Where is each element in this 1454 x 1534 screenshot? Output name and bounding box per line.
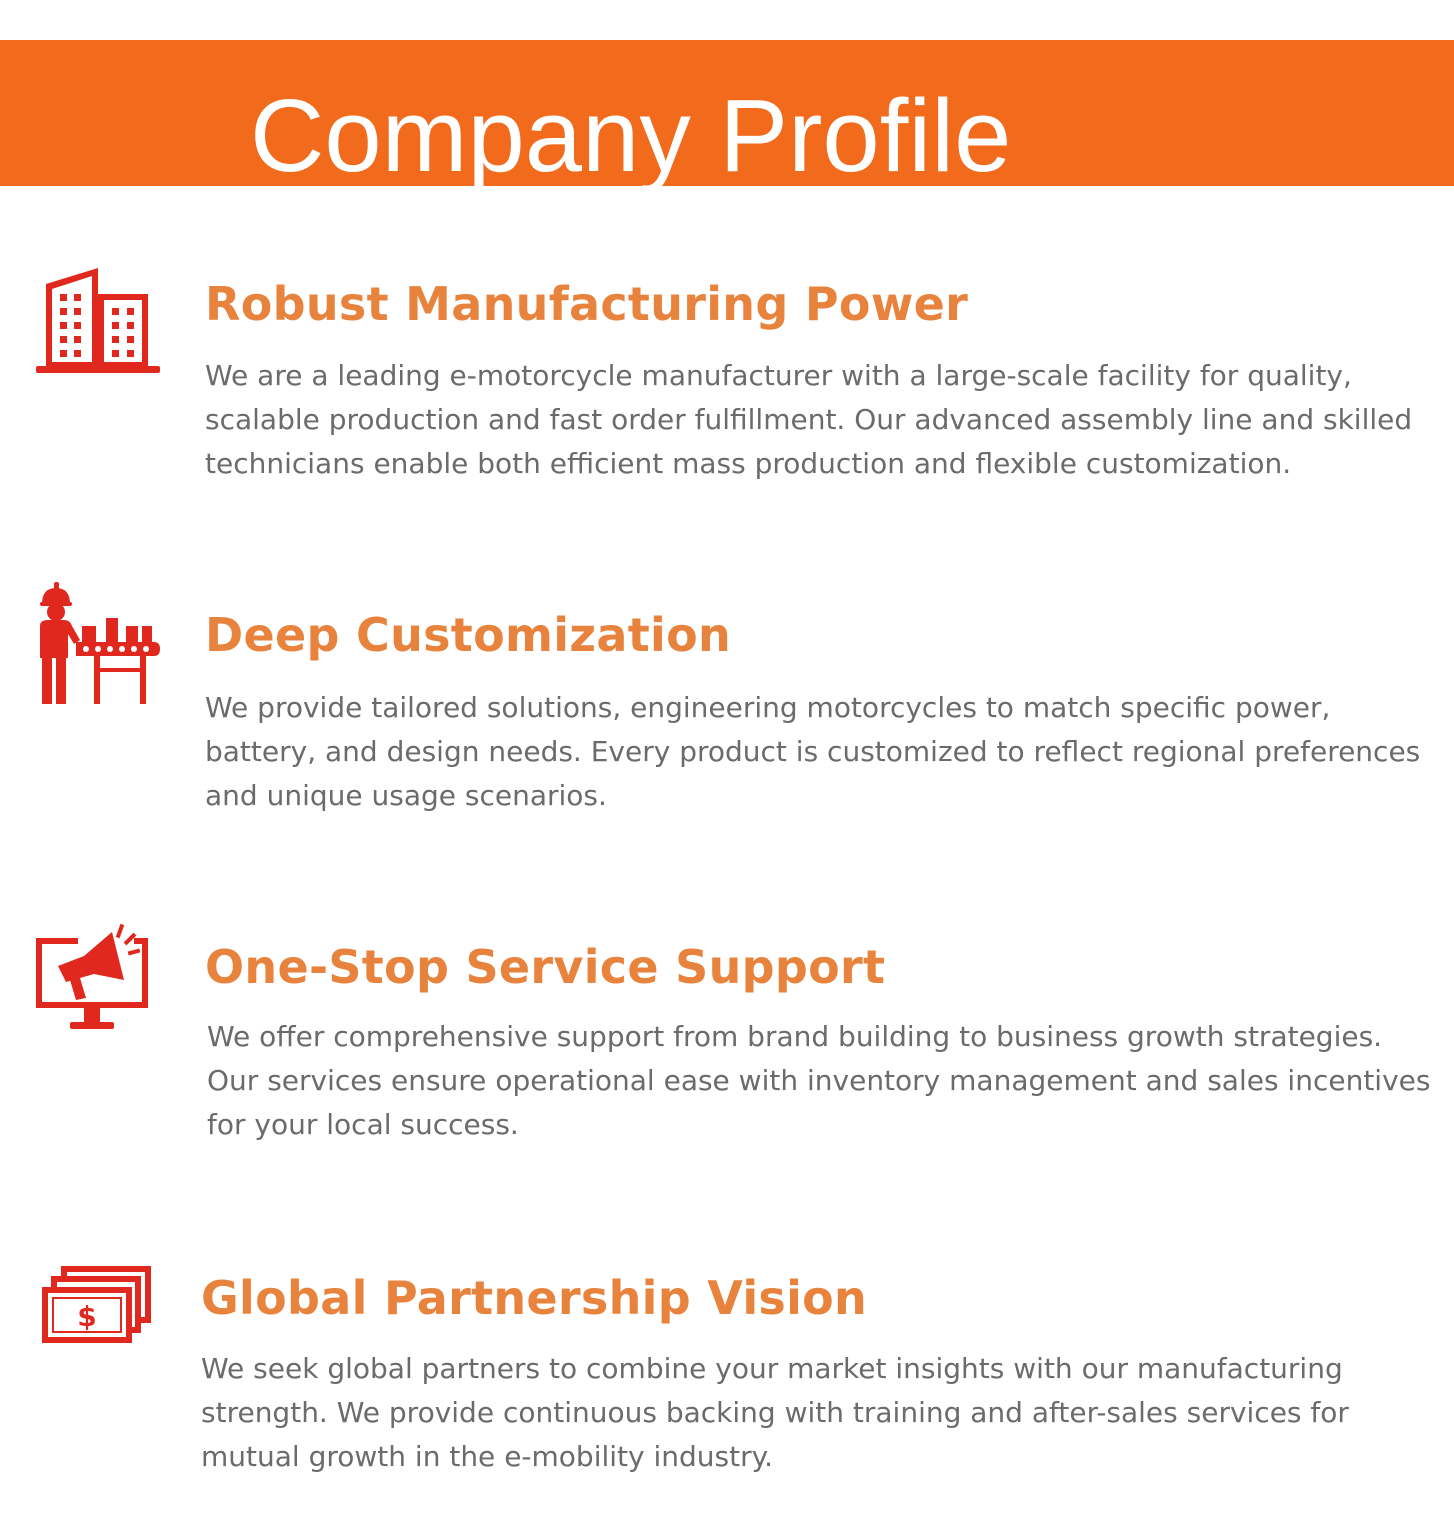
money-bills-icon bbox=[42, 1266, 154, 1346]
worker-conveyor-icon bbox=[36, 582, 160, 708]
building-icon bbox=[34, 262, 160, 378]
page-title: Company Profile bbox=[250, 78, 1012, 193]
header-banner bbox=[0, 40, 1454, 193]
section-body: We offer comprehensive support from brand building to business growth strategies. Our services ensure operational ease with inventory management and sales incentives for your local success. bbox=[207, 1020, 1431, 1141]
section-title: One-Stop Service Support bbox=[205, 940, 886, 994]
section-title: Deep Customization bbox=[205, 608, 732, 662]
section-title: Global Partnership Vision bbox=[201, 1271, 868, 1325]
section-title: Robust Manufacturing Power bbox=[205, 277, 969, 331]
section-body: We provide tailored solutions, engineering motorcycles to match specific power, battery, and design needs. Every product is customized to reflect regional preferences and unique usage scenarios. bbox=[205, 691, 1421, 812]
section-body: We are a leading e-motorcycle manufacturer with a large-scale facility for quality, scalable production and fast order fulfillment. Our advanced assembly line and skilled technicians enable both efficient mass production and flexible customization. bbox=[205, 359, 1413, 480]
megaphone-monitor-icon bbox=[36, 922, 152, 1038]
section-body: We seek global partners to combine your market insights with our manufacturing strength. We provide continuous backing with training and after-sales services for mutual growth in the e-mobility industry. bbox=[201, 1352, 1349, 1473]
svg-text:$: $ bbox=[77, 1300, 97, 1333]
